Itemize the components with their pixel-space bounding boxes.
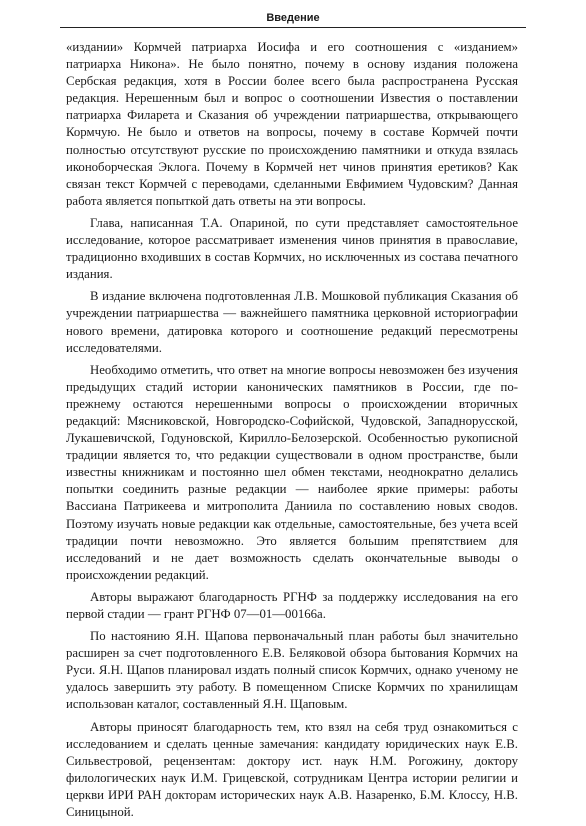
running-head: Введение — [266, 12, 320, 24]
header-rule — [60, 27, 526, 28]
paragraph: Необходимо отметить, что ответ на многие вопросы невозможен без изучения предыдущих стадий истории канонических памятников в России, где по-прежнему остаются нерешенными вопросы о происхождении вторичных редакций: Мясниковской, Новгородско-Софийской, Чудовской, Западнорусской, Лукашевичской, Годуновской, Кирилло-Белозерской. Особенностью рукописной традиции является то, что редакции существовали в одном пространстве, были известны книжникам и постоянно шел обмен текстами, неоднократно делались попытки соединить разные редакции — наиболее яркие примеры: работы Вассиана Патрикеева и митрополита Даниила по составлению новых сводов. Поэтому изучать новые редакции как отдельные, самостоятельные, без учета всей традиции почти невозможно. Это является большим препятствием для исследований и не дает возможность сделать окончательные выводы о происхождении редакций. — [66, 362, 518, 582]
paragraph: В издание включена подготовленная Л.В. Мошковой публикация Сказания об учреждении патриаршества — важнейшего памятника церковной историографии нового времени, датировка которого и соотношение редакций пересмотрены исследователями. — [66, 289, 518, 355]
paragraph: Авторы выражают благодарность РГНФ за поддержку исследования на его первой стадии — грант РГНФ 07—01—00166а. — [66, 589, 518, 621]
body-text — [66, 39, 518, 826]
paragraph: По настоянию Я.Н. Щапова первоначальный план работы был значительно расширен за счет подготовленного Е.В. Беляковой обзора бытования Кормчих на Руси. Я.Н. Щапов планировал издать полный список Кормчих, однако ученому не удалось завершить эту работу. В помещенном Списке Кормчих по хранилищам использован каталог, составленный Я.Н. Щаповым. — [66, 629, 518, 712]
paragraph: Авторы приносят благодарность тем, кто взял на себя труд ознакомиться с исследованием и сделать ценные замечания: кандидату юридических наук Е.В. Сильвестровой, рецензентам: доктору ист. наук Н.М. Рогожину, доктору филологических наук И.М. Грицевской, сотрудникам Центра истории религии и церкви ИРИ РАН докторам исторических наук А.В. Назаренко, Б.М. Клоссу, Н.В. Синицыной. — [66, 719, 518, 820]
paragraph: «издании» Кормчей патриарха Иосифа и его соотношения с «изданием» патриарха Никона». Не было понятно, почему в основу издания положена Сербская редакция, хотя в России более всего была распространена Русская редакция. Нерешенным был и вопрос о соотношении Известия о поставлении патриарха Филарета и Сказания об учреждении патриаршества, открывающего Кормчую. Не было и ответов на вопросы, почему в составе Кормчей почти полностью отсутствуют русские по происхождению памятники и откуда взялась иконоборческая Эклога. Почему в Кормчей нет чинов принятия еретиков? Как связан текст Кормчей с переводами, сделанными Евфимием Чудовским? Данная работа является попыткой дать ответы на эти вопросы. — [66, 40, 518, 208]
paragraph: Глава, написанная Т.А. Опариной, по сути представляет самостоятельное исследование, которое рассматривает изменения чинов принятия в православие, традиционно входивших в состав Кормчих, но исключенных из состава печатного издания. — [66, 215, 518, 282]
